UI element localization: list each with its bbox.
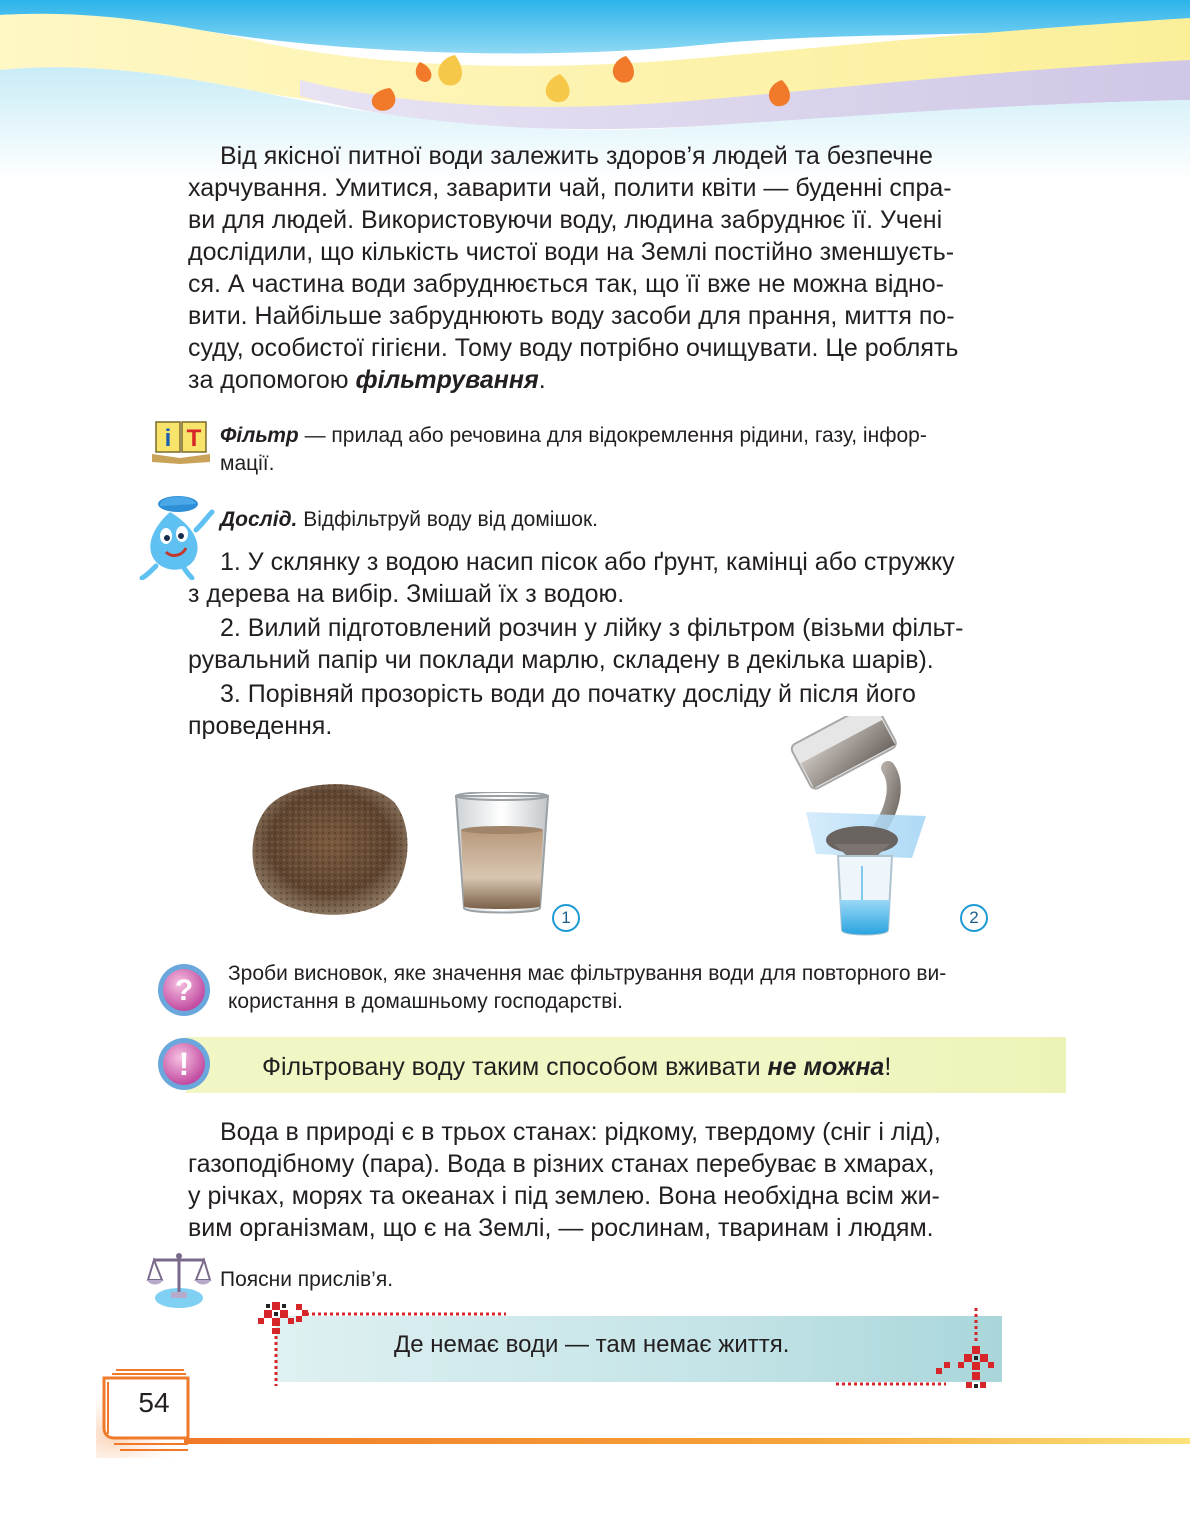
muddy-water-glass-image (452, 792, 552, 916)
states-paragraph: Вода в природі є в трьох станах: рідкому, твердому (сніг і лід), (220, 1118, 941, 1146)
experiment-title: Дослід. (220, 508, 298, 531)
experiment-step-cont: рувальний папір чи поклади марлю, складену в декілька шарів). (188, 646, 934, 674)
figure-label-2: 2 (960, 904, 988, 932)
filtering-process-image (776, 716, 936, 940)
intro-line: суду, особистої гігієни. Тому воду потрібно очищувати. Це роблять (188, 334, 959, 362)
svg-text:T: T (186, 425, 202, 452)
scales-icon (146, 1248, 212, 1310)
svg-text:!: ! (178, 1046, 190, 1082)
intro-paragraph-body (188, 172, 1066, 396)
key-term: фільтрування (355, 366, 539, 394)
experiment-heading: Дослід. Відфільтруй воду від домішок. (220, 508, 598, 531)
experiment-step: 3. Порівняй прозорість води до початку досліду й після його (220, 680, 916, 708)
intro-line: харчування. Умитися, заварити чай, полити квіти — буденні спра- (188, 174, 952, 202)
definition: Фільтр — прилад або речовина для відокремлення рідини, газу, інфор- мації. (220, 424, 927, 475)
intro-line: вити. Найбільше забруднюють воду засоби для прання, миття по- (188, 302, 955, 330)
intro-line: Від якісної питної води залежить здоров’я людей та безпечне (220, 142, 933, 170)
intro-paragraph (188, 140, 1066, 172)
experiment-step-cont: з дерева на вибір. Змішай їх з водою. (188, 580, 625, 608)
page-footer-decoration (96, 1368, 1190, 1458)
page-number: 54 (138, 1387, 170, 1418)
intro-line: ся. А частина води забруднюється так, що її вже не можна відно- (188, 270, 944, 298)
figure-label-1: 1 (552, 904, 580, 932)
svg-text:?: ? (174, 974, 194, 1007)
intro-last-line: за допомогою фільтрування. (188, 366, 546, 394)
warning-text: Фільтровану воду таким способом вживати не можна! (262, 1053, 892, 1081)
proverb-prompt: Поясни прислів’я. (220, 1268, 394, 1291)
intro-line: дослідили, що кількість чистої води на Землі постійно зменшуєть- (188, 238, 955, 266)
intro-line: ви для людей. Використовуючи воду, людина забруднює її. Учені (188, 206, 943, 234)
info-book-icon (150, 418, 212, 464)
definition-term: Фільтр (220, 424, 299, 447)
experiment-step: 1. У склянку з водою насип пісок або ґрунт, камінці або стружку (220, 548, 955, 576)
question-icon (156, 962, 212, 1018)
svg-text:i: i (164, 425, 172, 452)
warning-emphasis: не можна (767, 1053, 885, 1081)
question-text: Зроби висновок, яке значення має фільтрування води для повторного ви- користання в домашньому господарстві. (228, 962, 947, 1013)
experiment-step-cont: проведення. (188, 712, 333, 740)
soil-pile-image (244, 772, 414, 918)
exclamation-icon (156, 1036, 212, 1092)
experiment-step: 2. Вилий підготовлений розчин у лійку з фільтром (візьми фільт- (220, 614, 964, 642)
proverb-text: Де немає води — там немає життя. (394, 1331, 790, 1358)
states-paragraph-body: газоподібному (пара). Вода в різних станах перебуває в хмарах, у річках, морях та океанах і під землею. Вона необхідна всім жи- вим організмам, що є на Землі, — рослинам, тваринам і людям. (188, 1150, 940, 1242)
